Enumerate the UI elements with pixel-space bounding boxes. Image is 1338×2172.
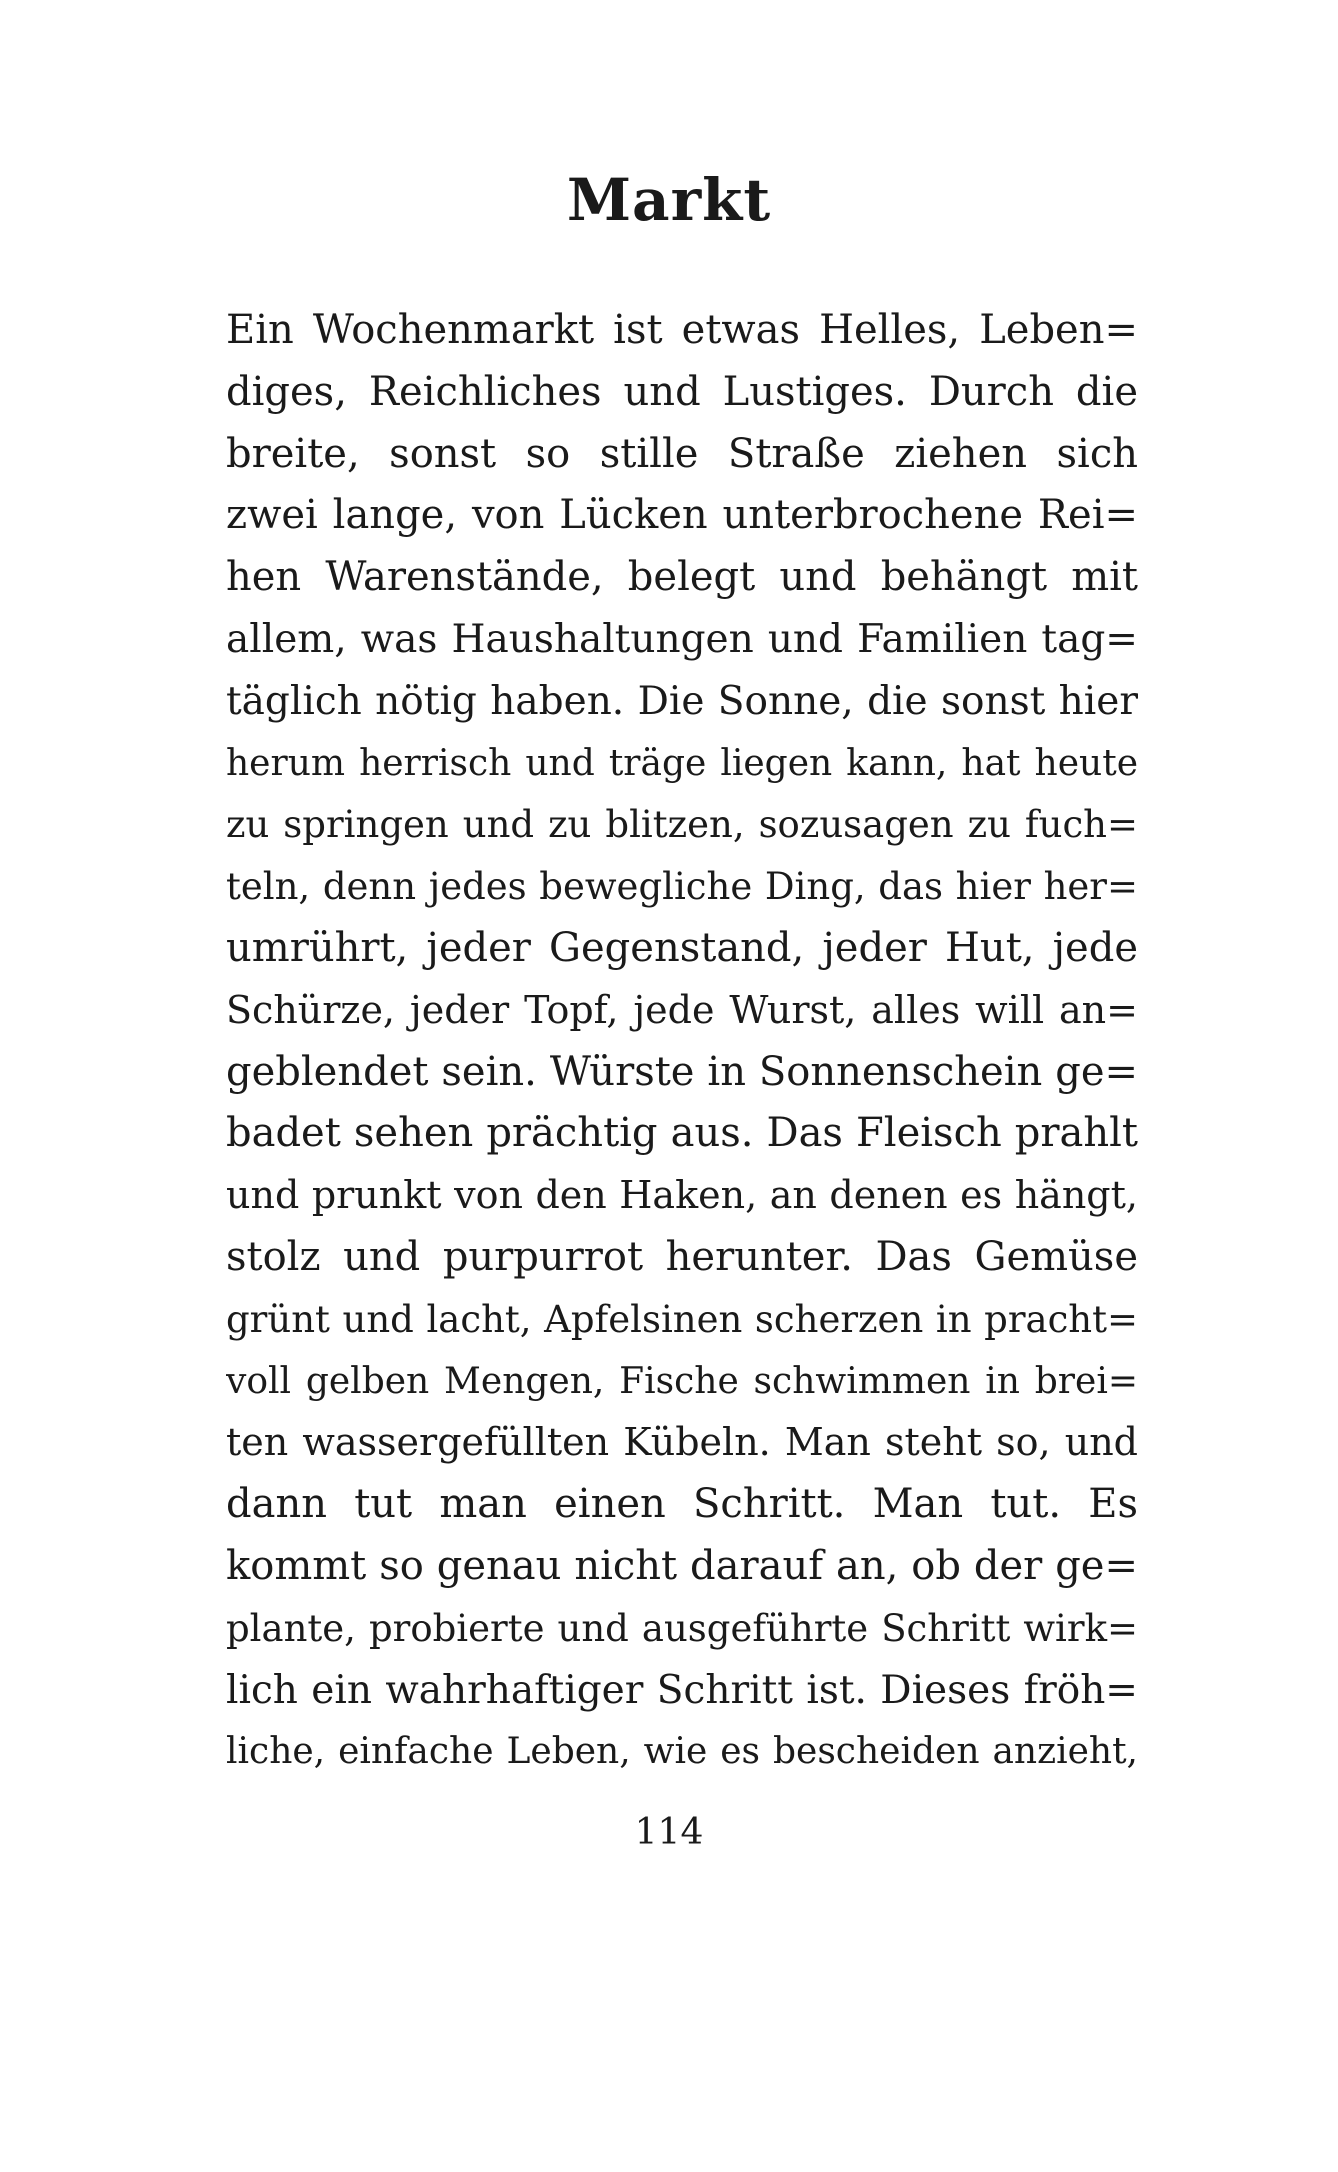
- text-line: voll gelben Mengen, Fische schwimmen in brei=: [226, 1360, 1138, 1402]
- text-line: plante, probierte und ausgeführte Schritt wirk=: [226, 1606, 1138, 1650]
- page-number: 114: [634, 1812, 704, 1853]
- text-line: ten wassergefüllten Kübeln. Man steht so, und: [226, 1420, 1138, 1465]
- text-line: geblendet sein. Würste in Sonnenschein ge=: [226, 1048, 1138, 1095]
- text-line: kommt so genau nicht darauf an, ob der ge=: [226, 1542, 1138, 1589]
- body-text: [226, 300, 1138, 1783]
- text-line: und prunkt von den Haken, an denen es hängt,: [226, 1173, 1138, 1218]
- text-line: liche, einfache Leben, wie es bescheiden anzieht,: [226, 1731, 1138, 1773]
- text-line: teln, denn jedes bewegliche Ding, das hier her=: [226, 865, 1138, 909]
- text-line: grünt und lacht, Apfelsinen scherzen in pracht=: [226, 1297, 1138, 1341]
- chapter-title: Markt: [566, 166, 772, 234]
- text-line: herum herrisch und träge liegen kann, hat heute: [226, 742, 1138, 784]
- text-line: badet sehen prächtig aus. Das Fleisch prahlt: [226, 1110, 1138, 1157]
- text-line: dann tut man einen Schritt. Man tut. Es: [226, 1481, 1138, 1528]
- text-line: zwei lange, von Lücken unterbrochene Rei=: [226, 492, 1138, 539]
- text-line: breite, sonst so stille Straße ziehen sich: [226, 430, 1138, 477]
- text-line: täglich nötig haben. Die Sonne, die sonst hier: [226, 678, 1138, 724]
- text-line: Ein Wochenmarkt ist etwas Helles, Leben=: [226, 307, 1138, 353]
- text-line: hen Warenstände, belegt und behängt mit: [226, 554, 1138, 601]
- text-line: diges, Reichliches und Lustiges. Durch die: [226, 368, 1138, 415]
- text-line: lich ein wahrhaftiger Schritt ist. Dieses fröh=: [226, 1667, 1138, 1713]
- text-line: zu springen und zu blitzen, sozusagen zu fuch=: [226, 803, 1138, 847]
- text-line: stolz und purpurrot herunter. Das Gemüse: [226, 1233, 1138, 1280]
- text-line: allem, was Haushaltungen und Familien tag=: [226, 616, 1138, 662]
- text-line: umrührt, jeder Gegenstand, jeder Hut, jede: [226, 924, 1138, 971]
- text-line: Schürze, jeder Topf, jede Wurst, alles will an=: [226, 987, 1138, 1032]
